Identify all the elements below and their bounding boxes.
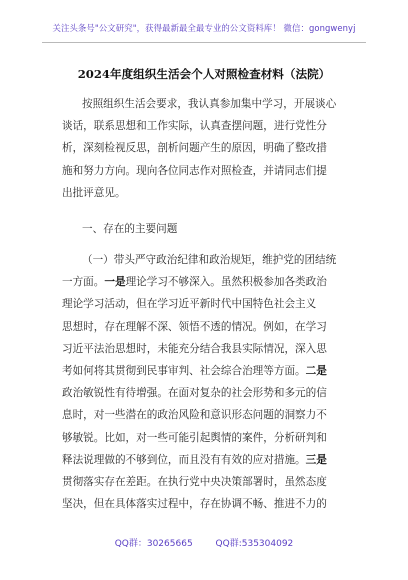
header-banner: 关注头条号"公文研究"，获得最新最全最专业的公文资料库！ 微信：gongwenyj bbox=[52, 23, 356, 33]
body-line: （一）带头严守政治纪律和政治规矩，维护党的团结统 bbox=[82, 254, 337, 266]
document-title: 2024年度组织生活会个人对照检查材料（法院） bbox=[77, 67, 331, 81]
body-line: 政治敏锐性有待增强。在面对复杂的社会形势和多元的信 bbox=[62, 387, 327, 400]
footer-qq-group-1: QQ群：30265665 bbox=[114, 539, 193, 549]
intro-line: 出批评意见。 bbox=[62, 186, 126, 199]
body-line bbox=[62, 449, 352, 471]
footer bbox=[0, 536, 408, 549]
header-divider bbox=[42, 42, 366, 43]
bold-marker: 三是 bbox=[305, 453, 327, 466]
intro-line: 谈话，联系思想和工作实际，认真查摆问题，进行党性分 bbox=[62, 120, 327, 133]
intro-line: 施和努力方向。现向各位同志作对照检查，并请同志们提 bbox=[62, 164, 327, 177]
body-text: 释法说理做的不够到位，而且没有有效的应对措施。 bbox=[62, 453, 306, 466]
body-text: 考如何将其贯彻到民事审判、社会综合治理等方面。 bbox=[62, 365, 306, 378]
bold-marker: 一是 bbox=[104, 276, 126, 289]
body-text: 理论学习不够深入。虽然积极参加各类政治 bbox=[125, 276, 327, 289]
body-line: 习近平法治思想时，未能充分结合我县实际情况，深入思 bbox=[62, 342, 327, 355]
body-line: 思想时，存在理解不深、领悟不透的情况。例如，在学习 bbox=[62, 320, 327, 333]
body-line: 理论学习活动，但在学习近平新时代中国特色社会主义 bbox=[62, 298, 317, 311]
section-heading: 一、存在的主要问题 bbox=[82, 223, 178, 235]
intro-line: 按照组织生活会要求，我认真参加集中学习，开展谈心 bbox=[82, 98, 337, 110]
intro-paragraph bbox=[62, 93, 352, 204]
body-line bbox=[62, 360, 352, 382]
footer-qq-group-2: QQ群:535304092 bbox=[215, 539, 294, 549]
intro-line: 析，深刻检视反思，剖析问题产生的原因，明确了整改措 bbox=[62, 142, 327, 155]
body-line bbox=[62, 271, 352, 293]
body-paragraph bbox=[62, 249, 352, 515]
body-line: 息时，对一些潜在的政治风险和意识形态问题的洞察力不 bbox=[62, 409, 327, 422]
body-text: 一方面。 bbox=[62, 276, 105, 289]
body-line: 贯彻落实存在差距。在执行党中央决策部署时，虽然态度 bbox=[62, 476, 327, 489]
body-line: 坚决，但在具体落实过程中，存在协调不畅、推进不力的 bbox=[62, 498, 327, 511]
body-line: 够敏锐。比如，对一些可能引起舆情的案件，分析研判和 bbox=[62, 431, 327, 444]
bold-marker: 二是 bbox=[305, 365, 327, 378]
